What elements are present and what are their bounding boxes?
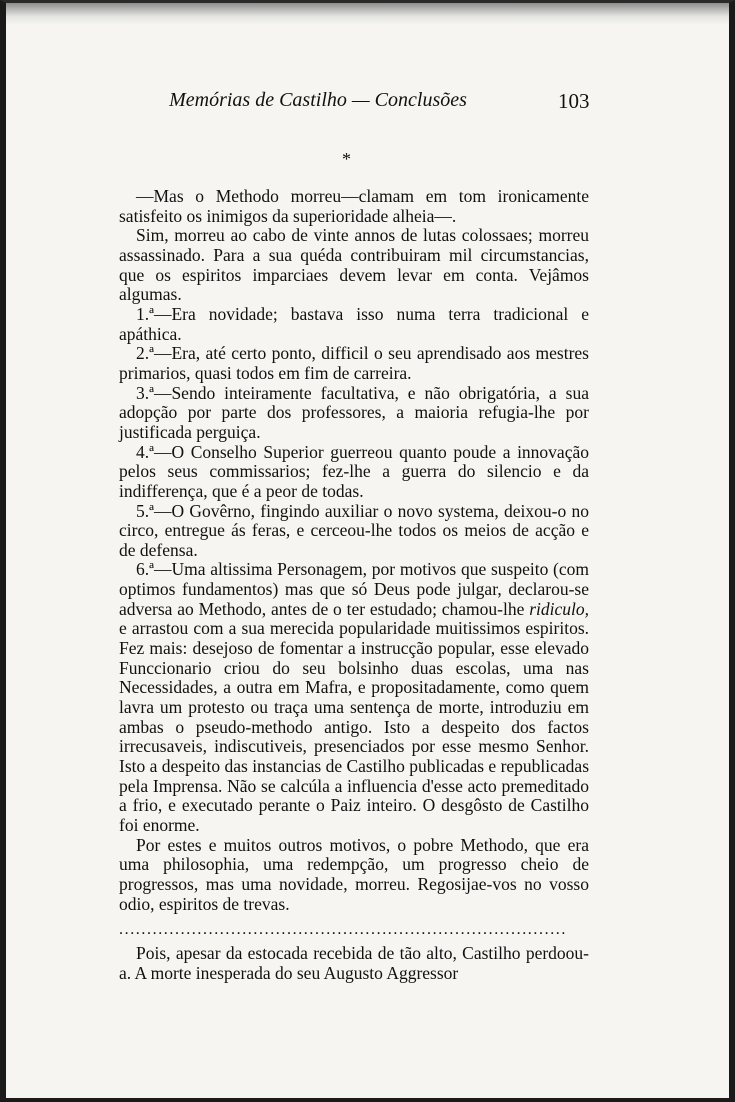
paragraph-conclusion: Por estes e muitos outros motivos, o pobre Methodo, que era uma philosophia, uma redempção, um progresso cheio de progressos, mas uma novidade, morreu. Regosijae-vos no vosso odio, espiritos de trevas. xyxy=(119,834,589,914)
paragraph-pardon: Pois, apesar da estocada recebida de tão alto, Castilho perdoou-a. A morte inesperada do seu Augusto Aggressor xyxy=(119,943,589,983)
page-header xyxy=(6,89,729,119)
paragraph-reason-4: 4.ª—O Conselho Superior guerreou quanto poude a innovação pelos seus commissarios; fez-lhe a guerra do silencio e da indifferença, que é a peor de todas. xyxy=(119,441,589,501)
paragraph-circumstances: Sim, morreu ao cabo de vinte annos de lutas colossaes; morreu assassinado. Para a sua quéda contribuiram mil circumstancias, que os espiritos imparciaes devem levar em conta. Vejâmos algumas. xyxy=(119,225,589,305)
dotted-rule: ................................................................................ xyxy=(119,921,567,939)
paragraph-reason-3: 3.ª—Sendo inteiramente facultativa, e não obrigatória, a sua adopção por parte dos professores, a maioria refugia-lhe por justificada perguiça. xyxy=(119,382,589,442)
reason-6-italic-word: ridiculo, xyxy=(529,598,589,619)
page-number: 103 xyxy=(558,89,590,113)
body-text xyxy=(119,187,589,984)
running-title: Memórias de Castilho — Conclusões xyxy=(169,89,467,111)
paragraph-reason-1: 1.ª—Era novidade; bastava isso numa terra tradicional e apáthica. xyxy=(119,303,589,344)
reason-6-part-b: e arrastou com a sua merecida popularidade muitissimos espiritos. Fez mais: desejoso de fomentar a instrucção popular, esse elevado Funccionario criou do seu bolsinho duas escolas, uma nas Necessidades, a outra em Mafra, e propositadamente, como quem lavra um protesto ou traça uma sentença de morte, introduziu em ambas o pseudo-methodo antigo. Isto a despeito dos factos irrecusaveis, indiscutiveis, presenciados por esse mesmo Senhor. Isto a despeito das instancias de Castilho publicadas e republicadas pela Imprensa. Não se calcúla a influencia d'esse acto premeditado a frio, e executado perante o Paiz inteiro. O desgôsto de Castilho foi enorme. xyxy=(119,618,589,835)
scan-shadow xyxy=(6,3,729,25)
paragraph-opening: —Mas o Methodo morreu—clamam em tom ironicamente satisfeito os inimigos da superioridade alheia—. xyxy=(119,186,589,226)
paragraph-reason-5: 5.ª—O Govêrno, fingindo auxiliar o novo systema, deixou-o no circo, entregue ás feras, e cerceou-lhe todos os meios de acção e de defensa. xyxy=(119,500,589,560)
section-ornament: * xyxy=(342,149,351,169)
paragraph-reason-6 xyxy=(119,560,589,835)
reason-6-part-a: 6.ª—Uma altissima Personagem, por motivos que suspeito (com optimos fundamentos) mas que só Deus pode julgar, declarou-se adversa ao Methodo, antes de o ter estudado; chamou-lhe xyxy=(119,559,589,619)
paragraph-reason-2: 2.ª—Era, até certo ponto, difficil o seu aprendisado aos mestres primarios, quasi todos em fim de carreira. xyxy=(119,343,589,383)
